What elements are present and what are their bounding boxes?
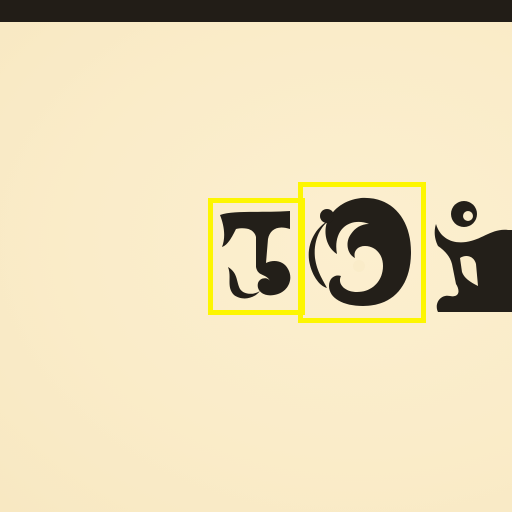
selection-box-glyph-j[interactable] xyxy=(208,198,305,315)
top-bar xyxy=(0,0,512,22)
selection-box-glyph-elephant[interactable] xyxy=(298,182,426,323)
decorative-glyph-swirl[interactable] xyxy=(430,194,512,312)
decorative-glyph-swirl-icon xyxy=(430,194,512,312)
